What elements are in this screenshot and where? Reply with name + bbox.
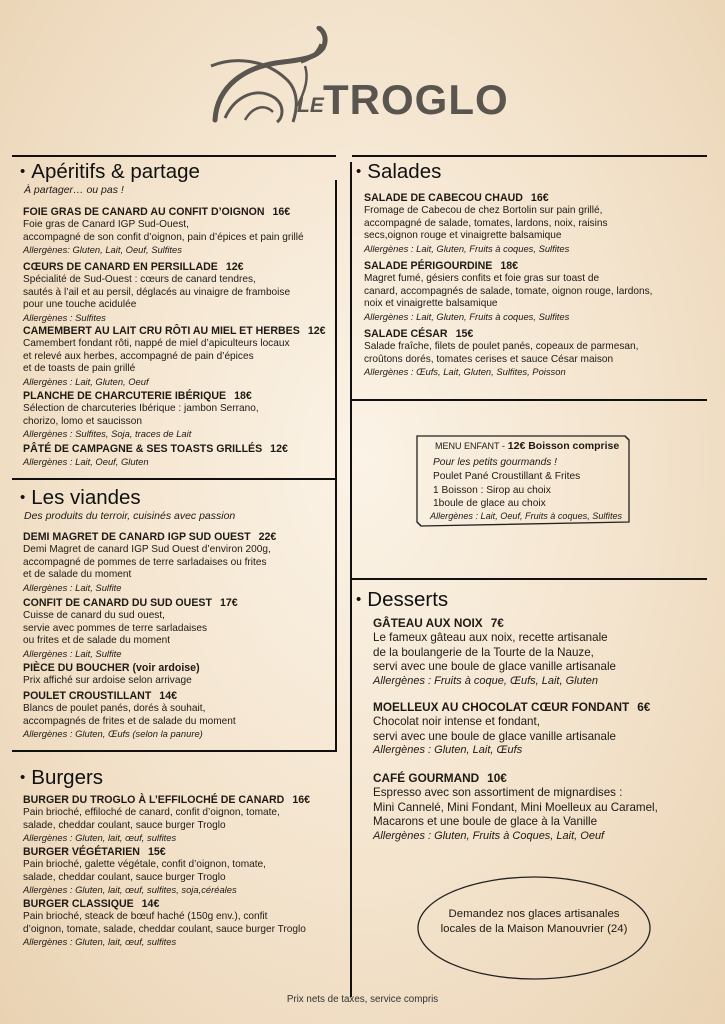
menu-item: SALADE PÉRIGOURDINE 18€ Magret fumé, gésiers confits et foie gras sur toast de canard, accompagnés de salade, tomate, oignon rouge, lardons, noix et vinaigrette balsamique Allergènes : Lait, Gluten, Fruits à coques, Sulfites bbox=[364, 260, 653, 322]
kids-line: 1 Boisson : Sirop au choix bbox=[433, 485, 551, 496]
aperitifs-subtitle: À partager… ou pas ! bbox=[24, 184, 124, 196]
menu-item: BURGER DU TROGLO À L’EFFILOCHÉ DE CANARD 16€ Pain brioché, effiloché de canard, confit d’oignon, tomate, salade, cheddar coulant, sauce burger Troglo Allergènes : Gluten, lait, œuf, sulfites bbox=[23, 794, 310, 844]
kids-line: Poulet Pané Croustillant & Frites bbox=[433, 471, 581, 482]
menu-item: CONFIT DE CANARD DU SUD OUEST 17€ Cuisse de canard du sud ouest, servie avec pommes de terre sarladaises ou frites et de salade du moment Allergènes : Lait, Sulfite bbox=[23, 597, 238, 659]
restaurant-logo bbox=[205, 26, 509, 128]
divider-h-desserts bbox=[352, 578, 707, 580]
menu-item: DEMI MAGRET DE CANARD IGP SUD OUEST 22€ Demi Magret de canard IGP Sud Ouest d’environ 200g, accompagné de pommes de terre sarladaises ou frites et de salade du moment Allergènes : Lait, Sulfite bbox=[23, 531, 277, 593]
glaces-callout bbox=[415, 874, 653, 982]
menu-item: SALADE DE CABECOU CHAUD 16€ Fromage de Cabecou de chez Bortolin sur pain grillé, accompagné de salade, tomates, lardons, noix, raisins secs,oignon rouge et vinaigrette balsamique Allergènes : Lait, Gluten, Fruits à coques, Sulfites bbox=[364, 192, 608, 254]
divider-h-viandes bbox=[12, 478, 337, 480]
logo-name: TROGLO bbox=[323, 76, 509, 123]
bullet-icon: • bbox=[20, 769, 26, 786]
bullet-icon: • bbox=[20, 489, 26, 506]
burgers-title: • Burgers bbox=[20, 766, 104, 789]
divider-h-burgers bbox=[12, 750, 337, 752]
divider-h-kids bbox=[352, 399, 707, 401]
menu-item: SALADE CÉSAR 15€ Salade fraîche, filets de poulet panés, copeaux de parmesan, croûtons dorés, tomates cerises et sauce César maison Allergènes : Œufs, Lait, Gluten, Sulfites, Poisson bbox=[364, 328, 639, 378]
bullet-icon: • bbox=[356, 591, 362, 608]
aperitifs-title: • Apéritifs & partage bbox=[20, 160, 200, 183]
footer-note: Prix nets de taxes, service compris bbox=[286, 994, 439, 1005]
menu-item: GÂTEAU AUX NOIX 7€ Le fameux gâteau aux noix, recette artisanale de la boulangerie de la Tourte de la Nauze, servi avec une boule de glace vanille artisanale Allergènes : Fruits à coque, Œufs, Lait, Gluten bbox=[373, 616, 616, 687]
desserts-title: • Desserts bbox=[356, 588, 449, 611]
kids-menu-box bbox=[413, 432, 633, 530]
menu-item: BURGER CLASSIQUE 14€ Pain brioché, steack de bœuf haché (150g env.), confit d’oignon, tomate, salade, cheddar coulant, sauce burger Troglo Allergènes : Gluten, lait, œuf, sulfites bbox=[23, 898, 306, 948]
menu-item: MOELLEUX AU CHOCOLAT CŒUR FONDANT 6€ Chocolat noir intense et fondant, servi avec une boule de glace vanille artisanale Allergènes : Gluten, Lait, Œufs bbox=[373, 700, 651, 756]
salades-title: • Salades bbox=[356, 160, 442, 183]
menu-item: POULET CROUSTILLANT 14€ Blancs de poulet panés, dorés à souhait, accompagnés de frites et de salade du moment Allergènes : Gluten, Œufs (selon la panure) bbox=[23, 690, 236, 740]
kids-line: 1boule de glace au choix bbox=[433, 498, 546, 509]
menu-item: FOIE GRAS DE CANARD AU CONFIT D’OIGNON 16€ Foie gras de Canard IGP Sud-Ouest, accompagné de son confit d’oignon, pain d’épices et pain grillé Allergènes: Gluten, Lait, Oeuf, Sulfites bbox=[23, 206, 304, 256]
menu-item: BURGER VÉGÉTARIEN 15€ Pain brioché, galette végétale, confit d’oignon, tomate, salade, cheddar coulant, sauce burger Troglo Allergènes : Gluten, lait, œuf, sulfites, soja,céréales bbox=[23, 846, 266, 896]
menu-item: CAFÉ GOURMAND 10€ Espresso avec son assortiment de mignardises : Mini Cannelé, Mini Fondant, Mini Moelleux au Caramel, Macarons et une boule de glace à la Vanille Allergènes : Gluten, Fruits à Coques, Lait, Oeuf bbox=[373, 771, 658, 842]
menu-item: CŒURS DE CANARD EN PERSILLADE 12€ Spécialité de Sud-Ouest : cœurs de canard tendres, sautés à l’ail et au persil, déglacés au vinaigre de framboise pour une touche acidulée Allergènes : Sulfites bbox=[23, 261, 291, 323]
menu-item: CAMEMBERT AU LAIT CRU RÔTI AU MIEL ET HERBES 12€ Camembert fondant rôti, nappé de miel d’apiculteurs locaux et relevé aux herbes, accompagné de pain d’épices et de toasts de pain grillé Allergènes : Lait, Gluten, Oeuf bbox=[23, 325, 326, 387]
divider-right-top bbox=[352, 155, 707, 157]
kids-allergens: Allergènes : Lait, Oeuf, Fruits à coques, Sulfites bbox=[430, 511, 623, 521]
kids-menu-title: MENU ENFANT - 12€ Boisson comprise bbox=[435, 440, 620, 452]
divider-left-top bbox=[12, 155, 336, 157]
bullet-icon: • bbox=[356, 163, 362, 180]
menu-item: PLANCHE DE CHARCUTERIE IBÉRIQUE 18€ Sélection de charcuteries Ibérique : jambon Serrano, chorizo, lomo et saucisson Allergènes : Sulfites, Soja, traces de Lait bbox=[23, 390, 259, 440]
menu-item: PÂTÉ DE CAMPAGNE & SES TOASTS GRILLÉS 12€ Allergènes : Lait, Oeuf, Gluten bbox=[23, 443, 288, 467]
menu-item: PIÈCE DU BOUCHER (voir ardoise) Prix affiché sur ardoise selon arrivage bbox=[23, 662, 200, 686]
viandes-title: • Les viandes bbox=[20, 486, 141, 509]
viandes-subtitle: Des produits du terroir, cuisinés avec passion bbox=[24, 510, 236, 522]
glaces-text: Demandez nos glaces artisanales locales de la Maison Manouvrier (24) bbox=[440, 908, 628, 935]
logo-prefix: LE bbox=[297, 94, 324, 117]
kids-line: Pour les petits gourmands ! bbox=[433, 457, 558, 468]
bullet-icon: • bbox=[20, 163, 26, 180]
